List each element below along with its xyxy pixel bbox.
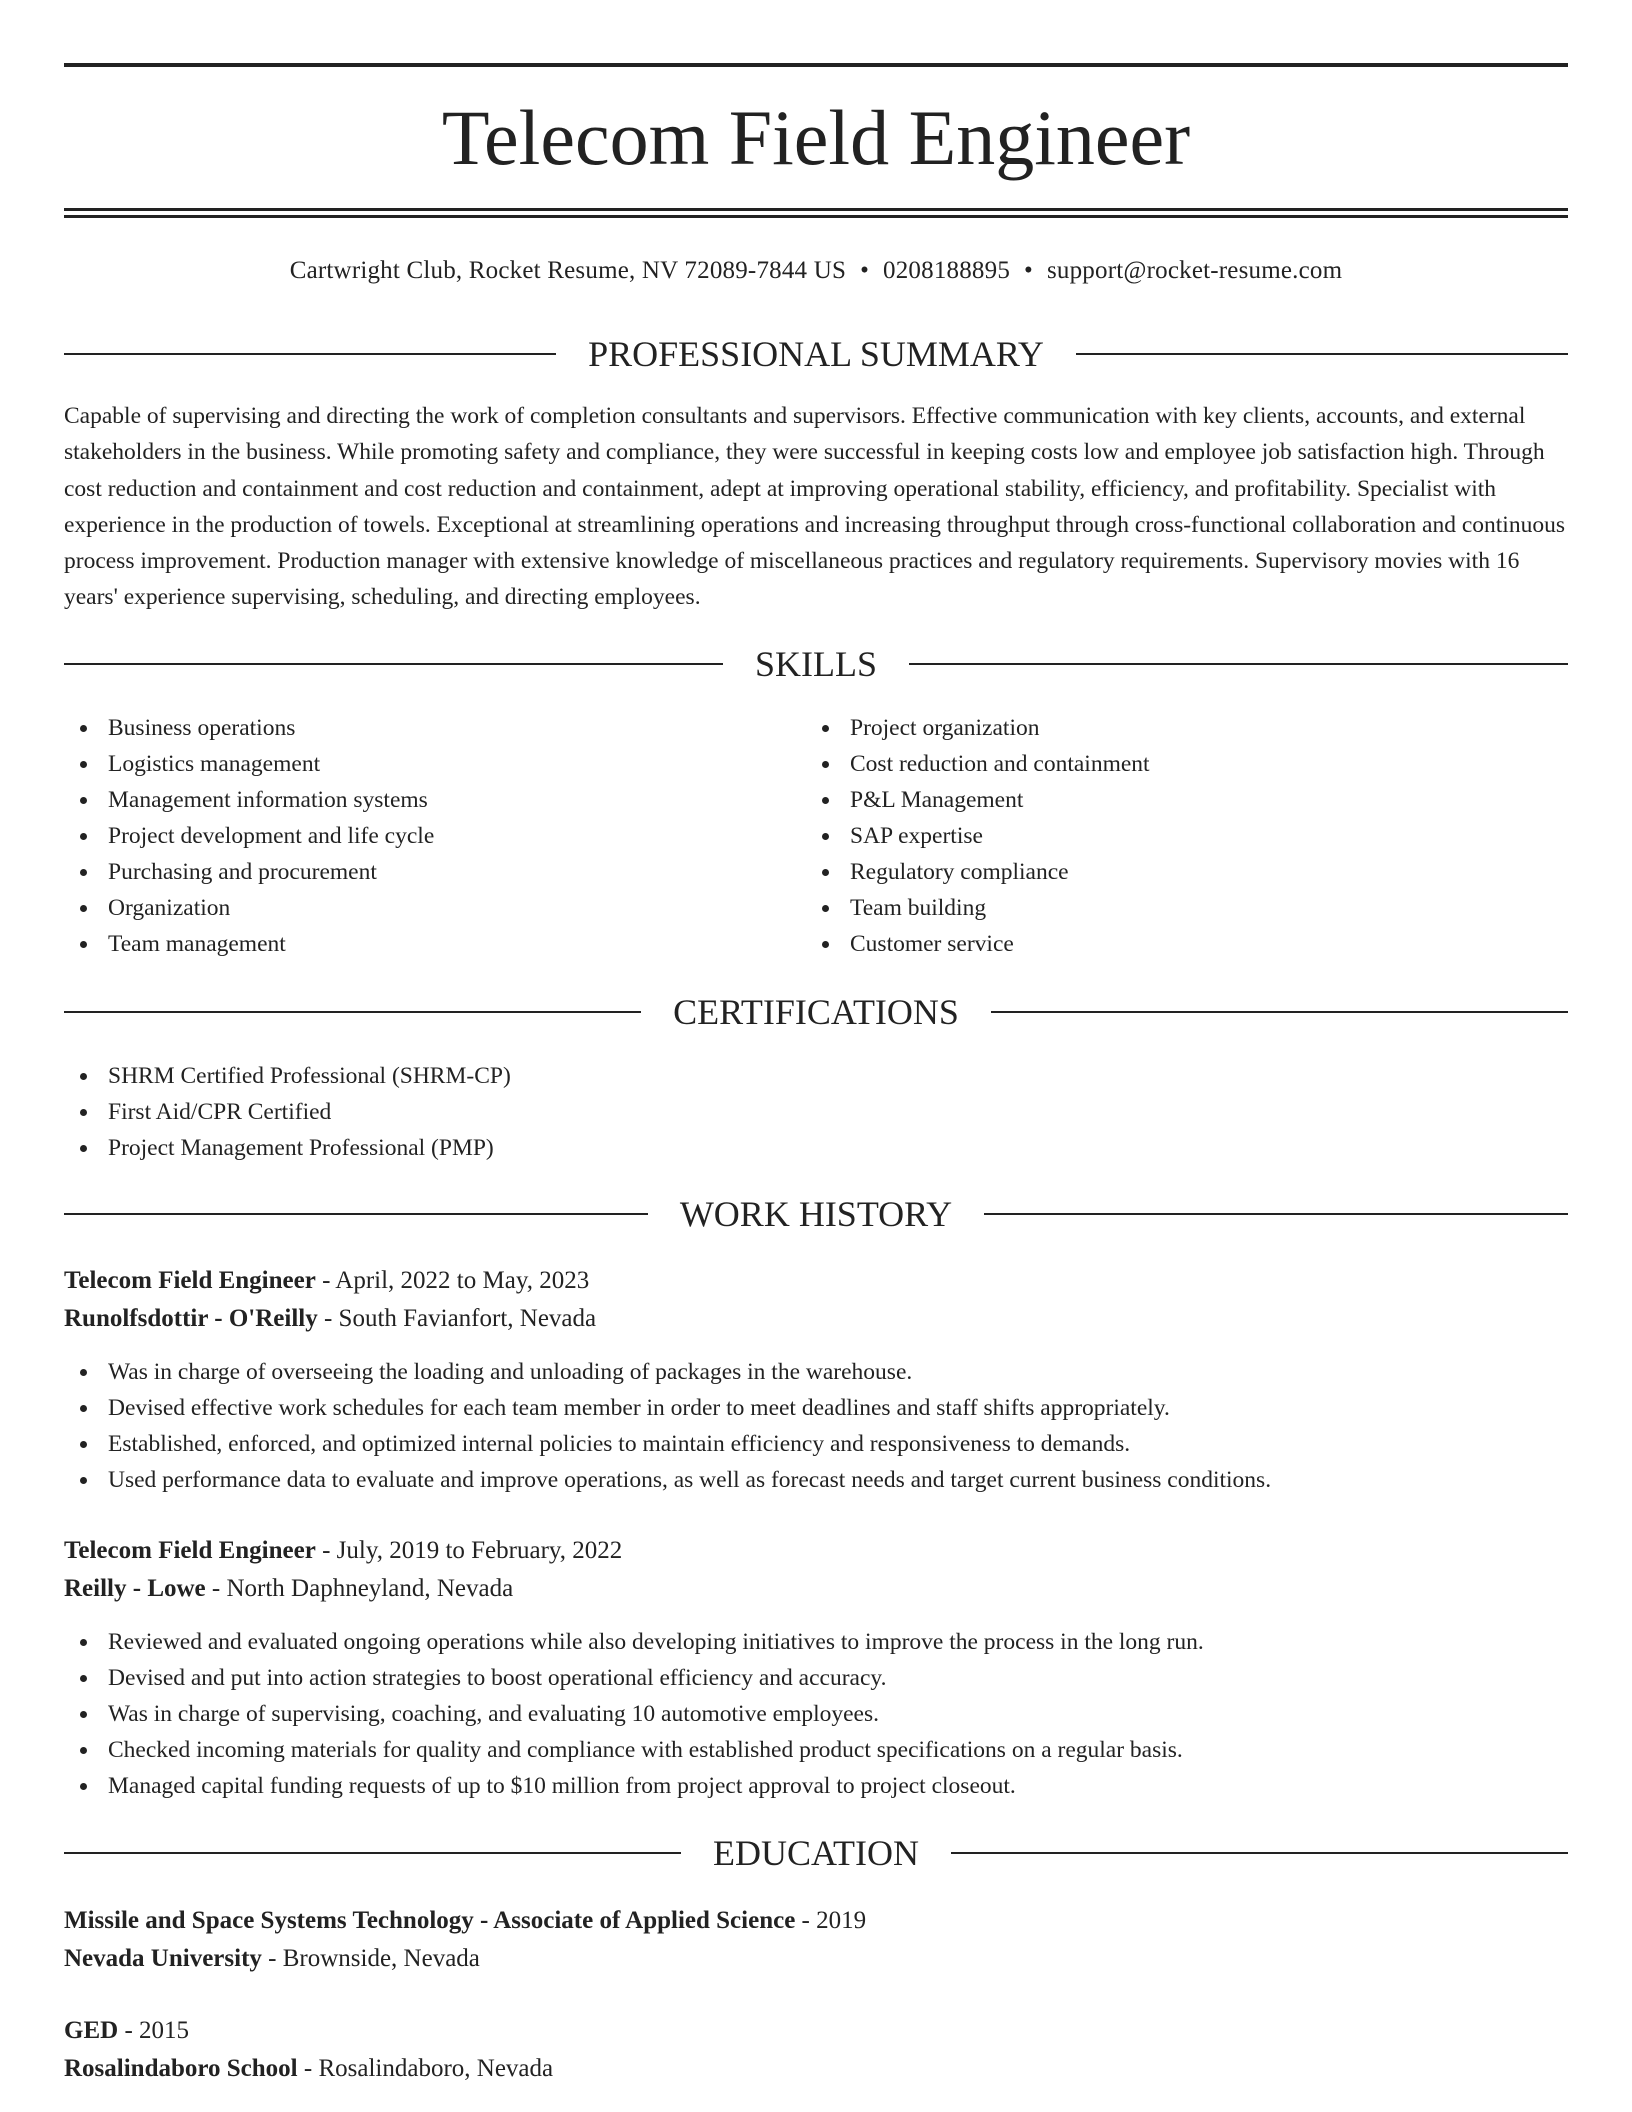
job-bullets	[64, 1624, 1204, 1804]
job-entry	[64, 1532, 622, 1608]
job-company: Runolfsdottir - O'Reilly	[64, 1305, 318, 1332]
education-year: - 2015	[118, 2017, 190, 2044]
contact-address: Cartwright Club, Rocket Resume, NV 72089-7844 US	[289, 257, 847, 284]
heading-rule	[909, 663, 1568, 665]
skill-item: Project organization	[806, 710, 1150, 746]
job-entry	[64, 1262, 596, 1338]
job-location: - South Favianfort, Nevada	[317, 1305, 597, 1332]
heading-rule	[64, 353, 556, 355]
contact-phone: 0208188895	[883, 257, 1011, 284]
job-location: - North Daphneyland, Nevada	[205, 1575, 514, 1602]
certification-item: SHRM Certified Professional (SHRM-CP)	[64, 1058, 511, 1094]
section-title: SKILLS	[755, 644, 878, 684]
job-bullet: Was in charge of overseeing the loading and unloading of packages in the warehouse.	[64, 1354, 1271, 1390]
certification-item: Project Management Professional (PMP)	[64, 1130, 511, 1166]
job-company-line	[64, 1300, 596, 1338]
education-location: - Brownside, Nevada	[261, 1945, 480, 1972]
skill-item: P&L Management	[806, 782, 1150, 818]
skill-item: Organization	[64, 890, 434, 926]
education-degree-line	[64, 1902, 866, 1940]
heading-rule	[951, 1852, 1568, 1854]
job-bullet: Devised effective work schedules for each team member in order to meet deadlines and staff shifts appropriately.	[64, 1390, 1271, 1426]
section-heading-work-history	[64, 1192, 1568, 1236]
education-degree: GED	[64, 2017, 119, 2044]
certifications-list	[64, 1058, 511, 1166]
job-bullet: Was in charge of supervising, coaching, and evaluating 10 automotive employees.	[64, 1696, 1204, 1732]
skill-item: Business operations	[64, 710, 434, 746]
heading-rule	[64, 1213, 648, 1215]
job-bullet: Devised and put into action strategies to boost operational efficiency and accuracy.	[64, 1660, 1204, 1696]
skill-item: Cost reduction and containment	[806, 746, 1150, 782]
job-bullet: Reviewed and evaluated ongoing operations while also developing initiatives to improve the process in the long run.	[64, 1624, 1204, 1660]
contact-separator: •	[1024, 257, 1033, 284]
title-double-rule	[64, 208, 1568, 218]
heading-rule	[1076, 353, 1568, 355]
job-title-line	[64, 1532, 622, 1570]
job-bullets	[64, 1354, 1271, 1498]
education-entry	[64, 2012, 553, 2088]
contact-line	[64, 254, 1568, 288]
heading-rule	[64, 1011, 641, 1013]
job-bullet: Managed capital funding requests of up to $10 million from project approval to project closeout.	[64, 1768, 1204, 1804]
section-heading-certifications	[64, 990, 1568, 1034]
contact-email: support@rocket-resume.com	[1046, 257, 1343, 284]
job-company: Reilly - Lowe	[64, 1575, 206, 1602]
skill-item: Team building	[806, 890, 1150, 926]
skills-list-right	[806, 710, 1150, 962]
education-year: - 2019	[795, 1907, 867, 1934]
skill-item: Logistics management	[64, 746, 434, 782]
heading-rule	[984, 1213, 1568, 1215]
section-title: PROFESSIONAL SUMMARY	[588, 334, 1044, 374]
certification-item: First Aid/CPR Certified	[64, 1094, 511, 1130]
skill-item: Project development and life cycle	[64, 818, 434, 854]
education-school: Rosalindaboro School	[64, 2055, 298, 2082]
heading-rule	[991, 1011, 1568, 1013]
section-heading-skills	[64, 642, 1568, 686]
heading-rule	[64, 663, 723, 665]
section-title: CERTIFICATIONS	[673, 992, 959, 1032]
summary-text: Capable of supervising and directing the work of completion consultants and supervisors. Effective communication with key clients, accounts, and external stakeholders in the business. While promoting safety and compliance, they were successful in keeping costs low and employee job satisfaction high. Through cost reduction and containment and cost reduction and containment, adept at improving operational stability, efficiency, and profitability. Specialist with experience in the production of towels. Exceptional at streamlining operations and increasing throughput through cross-functional collaboration and continuous process improvement. Production manager with extensive knowledge of miscellaneous practices and regulatory requirements. Supervisory movies with 16 years' experience supervising, scheduling, and directing employees.	[64, 403, 1565, 611]
job-title-line	[64, 1262, 596, 1300]
resume-title: Telecom Field Engineer	[441, 94, 1191, 181]
skill-item: Team management	[64, 926, 434, 962]
contact-separator: •	[860, 257, 870, 284]
education-degree-line	[64, 2012, 553, 2050]
section-title: EDUCATION	[713, 1833, 919, 1873]
heading-rule	[64, 1852, 681, 1854]
job-company-line	[64, 1570, 622, 1608]
education-entry	[64, 1902, 866, 1978]
education-location: - Rosalindaboro, Nevada	[297, 2055, 554, 2082]
education-degree: Missile and Space Systems Technology - Associate of Applied Science	[64, 1907, 796, 1934]
job-bullet: Checked incoming materials for quality and compliance with established product specifications on a regular basis.	[64, 1732, 1204, 1768]
skill-item: Management information systems	[64, 782, 434, 818]
skill-item: Customer service	[806, 926, 1150, 962]
skills-list-left	[64, 710, 434, 962]
top-rule	[64, 63, 1568, 67]
skill-item: SAP expertise	[806, 818, 1150, 854]
skill-item: Purchasing and procurement	[64, 854, 434, 890]
education-school-line	[64, 1940, 866, 1978]
job-title: Telecom Field Engineer	[64, 1537, 316, 1564]
section-heading-summary	[64, 332, 1568, 376]
job-dates: - April, 2022 to May, 2023	[315, 1267, 590, 1294]
education-school-line	[64, 2050, 553, 2088]
job-title: Telecom Field Engineer	[64, 1267, 316, 1294]
skill-item: Regulatory compliance	[806, 854, 1150, 890]
section-title: WORK HISTORY	[679, 1194, 953, 1234]
education-school: Nevada University	[64, 1945, 262, 1972]
section-heading-education	[64, 1831, 1568, 1875]
job-dates: - July, 2019 to February, 2022	[315, 1537, 623, 1564]
job-bullet: Established, enforced, and optimized internal policies to maintain efficiency and responsiveness to demands.	[64, 1426, 1271, 1462]
job-bullet: Used performance data to evaluate and improve operations, as well as forecast needs and target current business conditions.	[64, 1462, 1271, 1498]
